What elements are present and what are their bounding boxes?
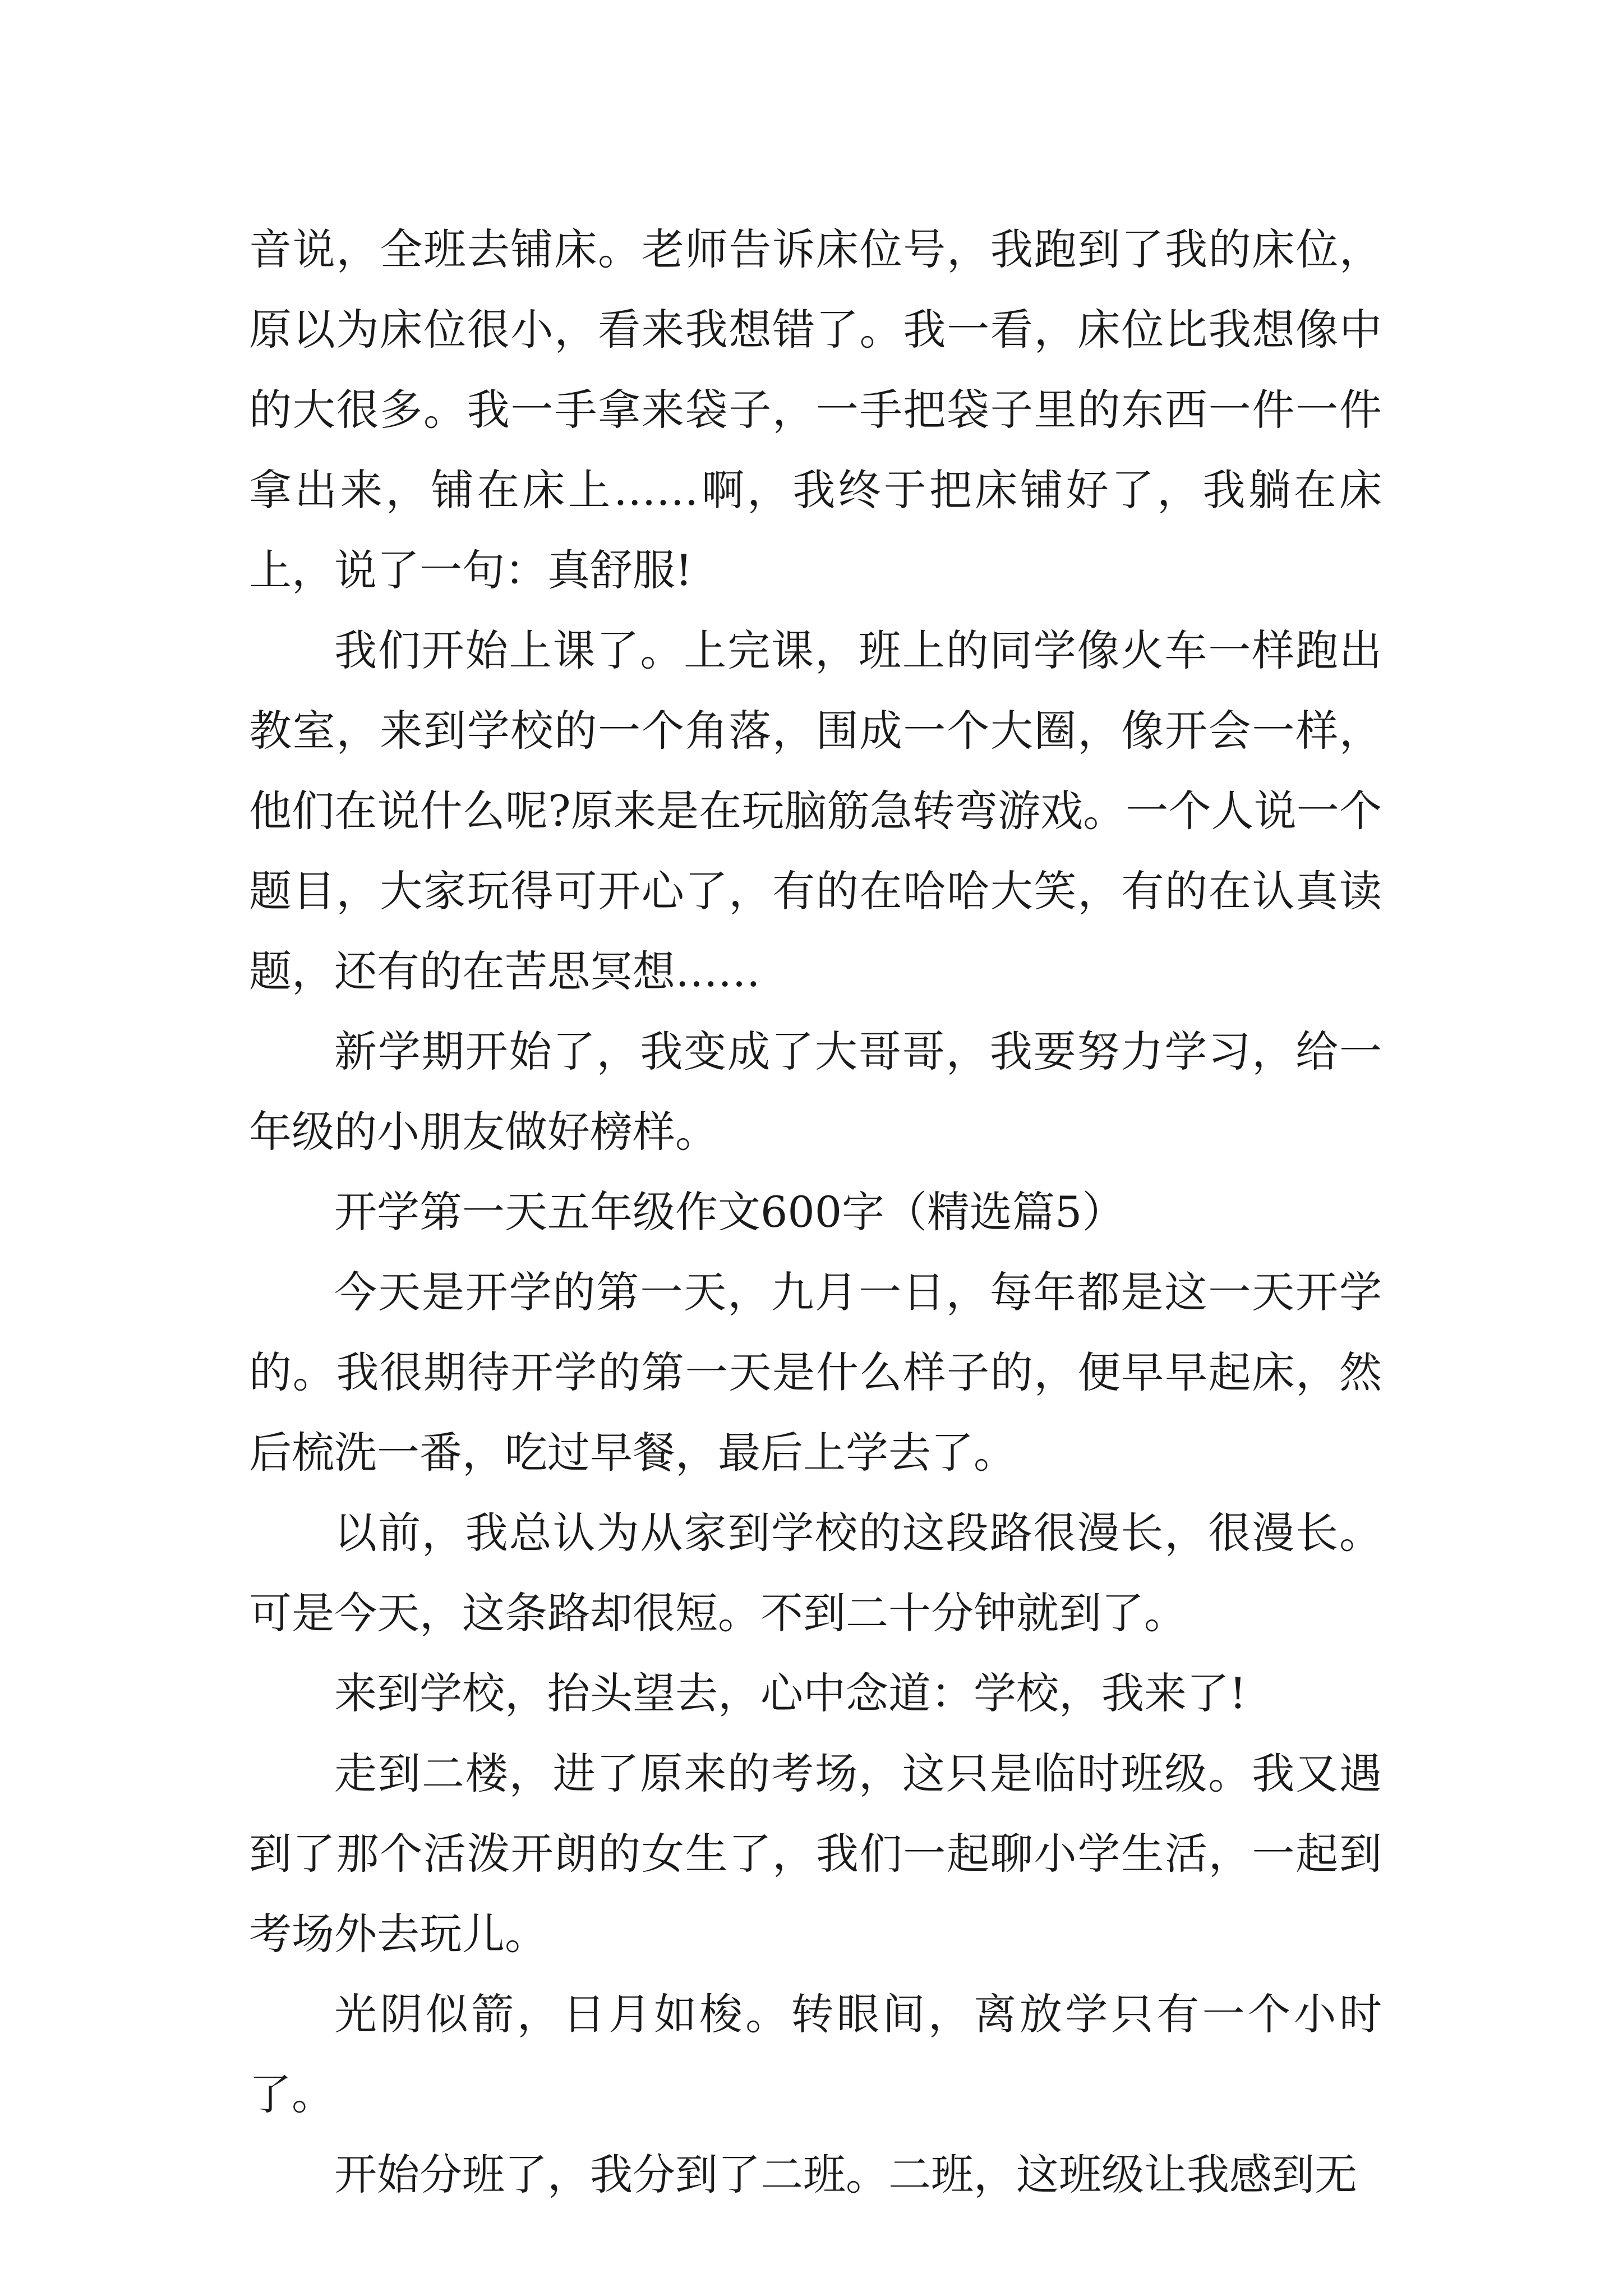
paragraph-5: 今天是开学的第一天，九月一日，每年都是这一天开学的。我很期待开学的第一天是什么样子的，便早早起床，然后梳洗一番，吃过早餐，最后上学去了。 <box>249 1267 1382 1478</box>
paragraph-3: 新学期开始了，我变成了大哥哥，我要努力学习，给一年级的小朋友做好榜样。 <box>249 1027 1382 1157</box>
section-heading: 开学第一天五年级作文600字（精选篇5） <box>334 1187 1125 1237</box>
paragraph-9: 光阴似箭，日月如梭。转眼间，离放学只有一个小时了。 <box>249 1989 1382 2119</box>
paragraph-8: 走到二楼，进了原来的考场，这只是临时班级。我又遇到了那个活泼开朗的女生了，我们一起聊小学生活，一起到考场外去玩儿。 <box>249 1749 1382 1959</box>
paragraph-7: 来到学校，抬头望去，心中念道：学校，我来了! <box>334 1668 1247 1718</box>
paragraph-10: 开始分班了，我分到了二班。二班，这班级让我感到无 <box>334 2150 1357 2200</box>
essay-body <box>249 209 1382 2215</box>
paragraph-1: 音说，全班去铺床。老师告诉床位号，我跑到了我的床位，原以为床位很小，看来我想错了。我一看，床位比我想像中的大很多。我一手拿来袋子，一手把袋子里的东西一件一件拿出来，铺在床上……啊，我终于把床铺好了，我躺在床上，说了一句：真舒服! <box>249 224 1382 595</box>
paragraph-6: 以前，我总认为从家到学校的这段路很漫长，很漫长。可是今天，这条路却很短。不到二十分钟就到了。 <box>249 1508 1382 1638</box>
paragraph-2: 我们开始上课了。上完课，班上的同学像火车一样跑出教室，来到学校的一个角落，围成一个大圈，像开会一样，他们在说什么呢?原来是在玩脑筋急转弯游戏。一个人说一个题目，大家玩得可开心了，有的在哈哈大笑，有的在认真读题，还有的在苦思冥想…… <box>249 625 1382 996</box>
